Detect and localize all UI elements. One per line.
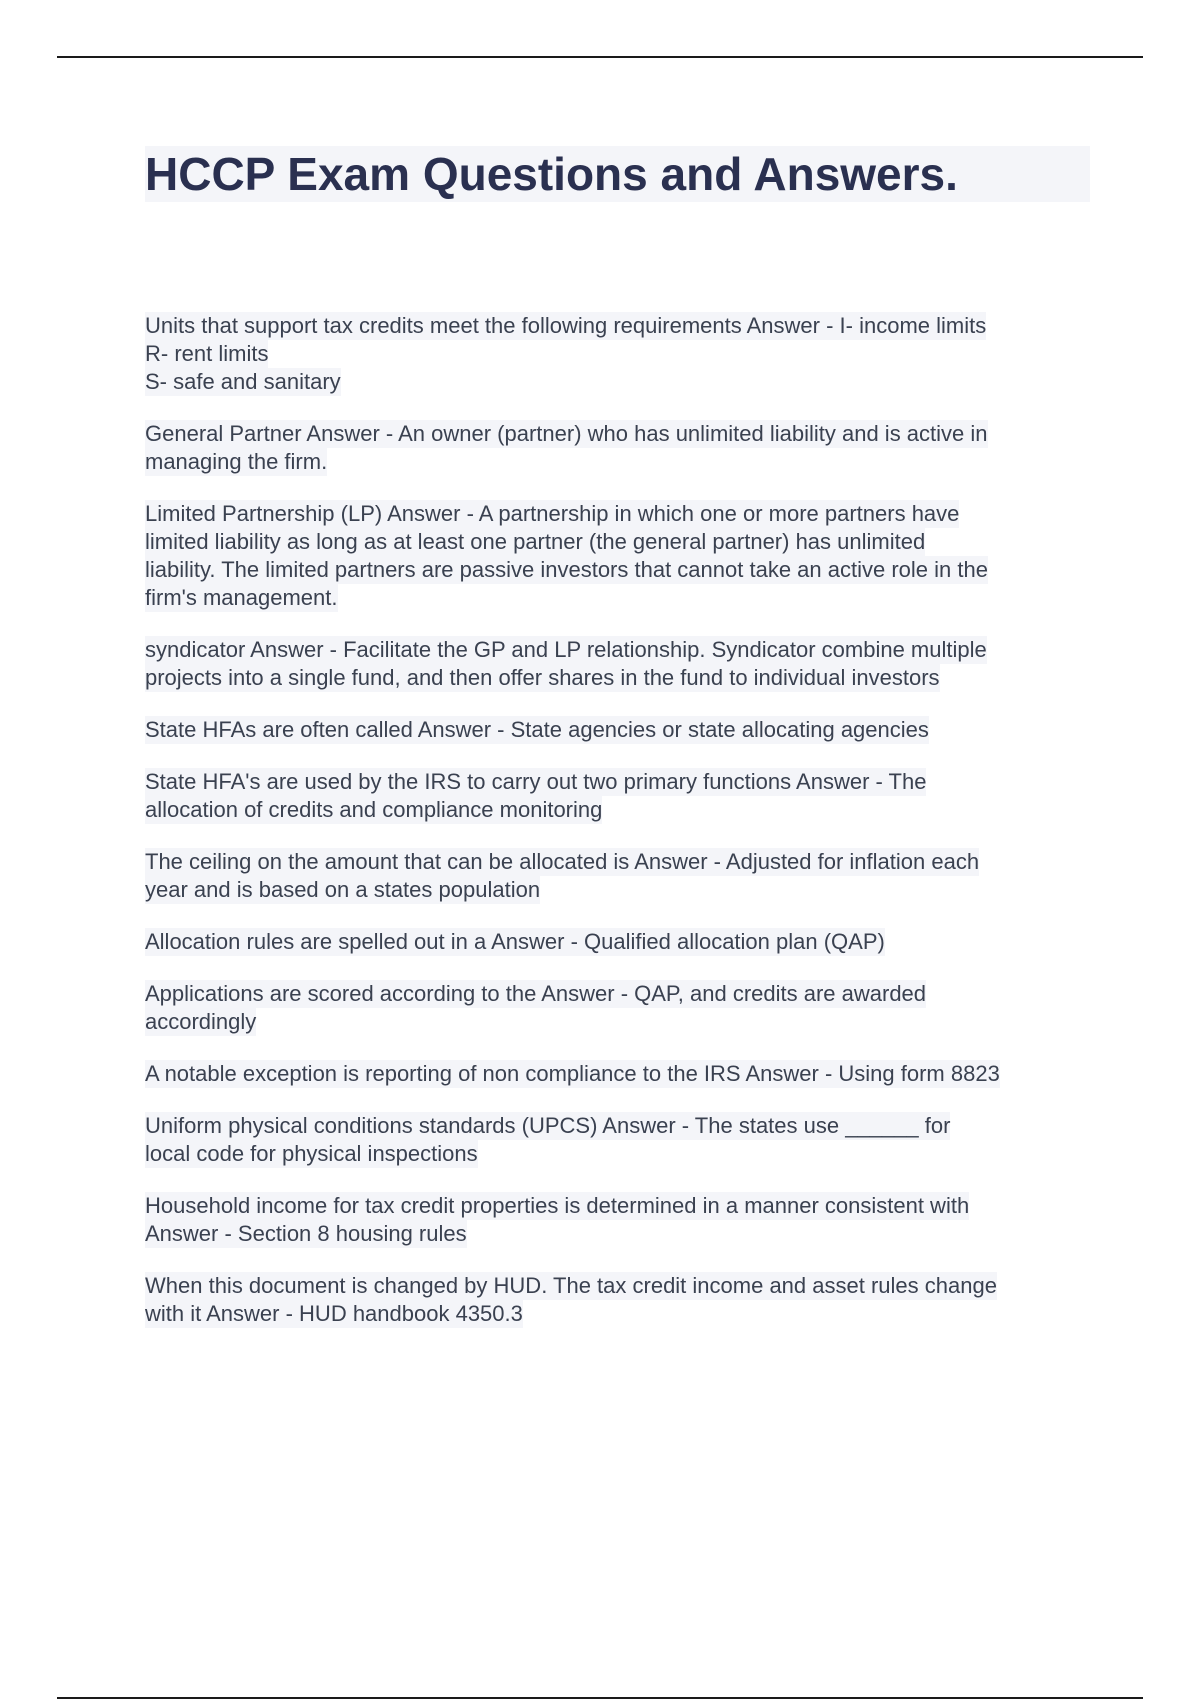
qa-item [145, 716, 1095, 744]
qa-item [145, 500, 1095, 612]
qa-list [145, 312, 1095, 1352]
qa-line: limited liability as long as at least one partner (the general partner) has unlimited [145, 529, 926, 554]
qa-item [145, 768, 1095, 824]
qa-line: year and is based on a states population [145, 877, 541, 902]
qa-line: projects into a single fund, and then offer shares in the fund to individual investors [145, 665, 940, 690]
qa-line: The ceiling on the amount that can be allocated is Answer - Adjusted for inflation each [145, 849, 980, 874]
qa-line: allocation of credits and compliance monitoring [145, 797, 603, 822]
qa-line: A notable exception is reporting of non compliance to the IRS Answer - Using form 8823 [145, 1061, 1000, 1086]
qa-item [145, 848, 1095, 904]
qa-line: General Partner Answer - An owner (partner) who has unlimited liability and is active in [145, 421, 988, 446]
qa-item [145, 1272, 1095, 1328]
qa-item [145, 312, 1095, 396]
qa-item [145, 1060, 1095, 1088]
qa-item [145, 636, 1095, 692]
qa-line: syndicator Answer - Facilitate the GP and LP relationship. Syndicator combine multiple [145, 637, 987, 662]
qa-line: Allocation rules are spelled out in a Answer - Qualified allocation plan (QAP) [145, 929, 885, 954]
qa-line: Applications are scored according to the Answer - QAP, and credits are awarded [145, 981, 927, 1006]
qa-item [145, 1112, 1095, 1168]
qa-line: When this document is changed by HUD. The tax credit income and asset rules change [145, 1273, 997, 1298]
qa-line: accordingly [145, 1009, 257, 1034]
qa-line: liability. The limited partners are passive investors that cannot take an active role in the [145, 557, 988, 582]
qa-item [145, 980, 1095, 1036]
bottom-rule [57, 1697, 1143, 1699]
qa-line: Household income for tax credit properties is determined in a manner consistent with [145, 1193, 970, 1218]
qa-line: local code for physical inspections [145, 1141, 478, 1166]
qa-line: State HFA's are used by the IRS to carry out two primary functions Answer - The [145, 769, 927, 794]
page-title: HCCP Exam Questions and Answers. [145, 146, 1090, 202]
qa-item [145, 1192, 1095, 1248]
qa-line: with it Answer - HUD handbook 4350.3 [145, 1301, 523, 1326]
qa-line: Uniform physical conditions standards (UPCS) Answer - The states use ______ for [145, 1113, 951, 1138]
qa-line: State HFAs are often called Answer - State agencies or state allocating agencies [145, 717, 929, 742]
qa-line: Units that support tax credits meet the following requirements Answer - I- income limits [145, 313, 987, 338]
qa-line: S- safe and sanitary [145, 369, 341, 394]
qa-line: R- rent limits [145, 341, 269, 366]
qa-line: Limited Partnership (LP) Answer - A partnership in which one or more partners have [145, 501, 960, 526]
qa-line: firm's management. [145, 585, 338, 610]
qa-line: Answer - Section 8 housing rules [145, 1221, 467, 1246]
qa-item [145, 420, 1095, 476]
top-rule [57, 56, 1143, 58]
qa-line: managing the firm. [145, 449, 328, 474]
qa-item [145, 928, 1095, 956]
